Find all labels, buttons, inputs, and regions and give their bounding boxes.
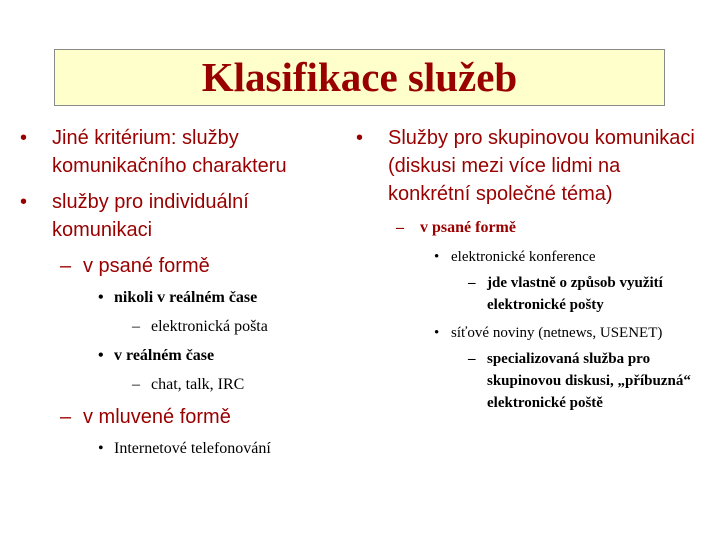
bullet-disc: • bbox=[434, 325, 440, 341]
slide-title: Klasifikace služeb bbox=[201, 54, 518, 100]
list-item bbox=[20, 435, 350, 463]
list-item bbox=[356, 124, 706, 208]
list-item bbox=[20, 252, 350, 280]
title-box bbox=[54, 49, 665, 106]
bullet-dash: – bbox=[468, 351, 476, 367]
bullet-dash: – bbox=[60, 255, 72, 277]
bullet-dash: – bbox=[468, 275, 476, 291]
item-text: Jiné kritérium: služby komunikačního charakteru bbox=[52, 127, 287, 177]
list-item bbox=[20, 284, 350, 312]
bullet-dash: – bbox=[60, 406, 72, 428]
right-column bbox=[356, 124, 706, 414]
item-text: elektronické konference bbox=[451, 249, 596, 265]
item-text: nikoli v reálném čase bbox=[114, 289, 258, 306]
bullet-dash: – bbox=[396, 219, 404, 236]
bullet-dash: – bbox=[132, 318, 140, 335]
bullet-disc: • bbox=[434, 249, 440, 265]
list-item bbox=[20, 371, 350, 399]
bullet-disc: • bbox=[98, 347, 104, 364]
item-text: v psané formě bbox=[83, 255, 210, 277]
list-item bbox=[356, 216, 706, 240]
bullet-disc: • bbox=[20, 127, 28, 149]
item-text: chat, talk, IRC bbox=[151, 376, 245, 393]
item-text: Služby pro skupinovou komunikaci (diskusi mezi více lidmi na konkrétní společné téma) bbox=[388, 127, 695, 205]
item-text: v mluvené formě bbox=[83, 406, 231, 428]
list-item bbox=[20, 403, 350, 431]
item-text: v psané formě bbox=[420, 219, 516, 236]
bullet-disc: • bbox=[356, 127, 364, 149]
item-text: v reálném čase bbox=[114, 347, 215, 364]
item-text: síťové noviny (netnews, USENET) bbox=[451, 325, 663, 341]
bullet-disc: • bbox=[98, 440, 104, 457]
bullet-dash: – bbox=[132, 376, 140, 393]
item-text: specializovaná služba pro skupinovou diskusi, „příbuzná“ elektronické poště bbox=[487, 351, 691, 411]
list-item bbox=[356, 348, 706, 414]
item-text: Internetové telefonování bbox=[114, 440, 271, 457]
left-column bbox=[20, 124, 350, 463]
list-item bbox=[356, 272, 706, 316]
list-item bbox=[20, 188, 350, 244]
item-text: služby pro individuální komunikaci bbox=[52, 191, 249, 241]
list-item bbox=[20, 124, 350, 180]
item-text: jde vlastně o způsob využití elektronické pošty bbox=[487, 275, 663, 313]
list-item bbox=[356, 323, 706, 344]
item-text: elektronická pošta bbox=[151, 318, 268, 335]
bullet-disc: • bbox=[98, 289, 104, 306]
list-item bbox=[20, 342, 350, 370]
bullet-disc: • bbox=[20, 191, 28, 213]
list-item bbox=[20, 313, 350, 341]
list-item bbox=[356, 247, 706, 268]
